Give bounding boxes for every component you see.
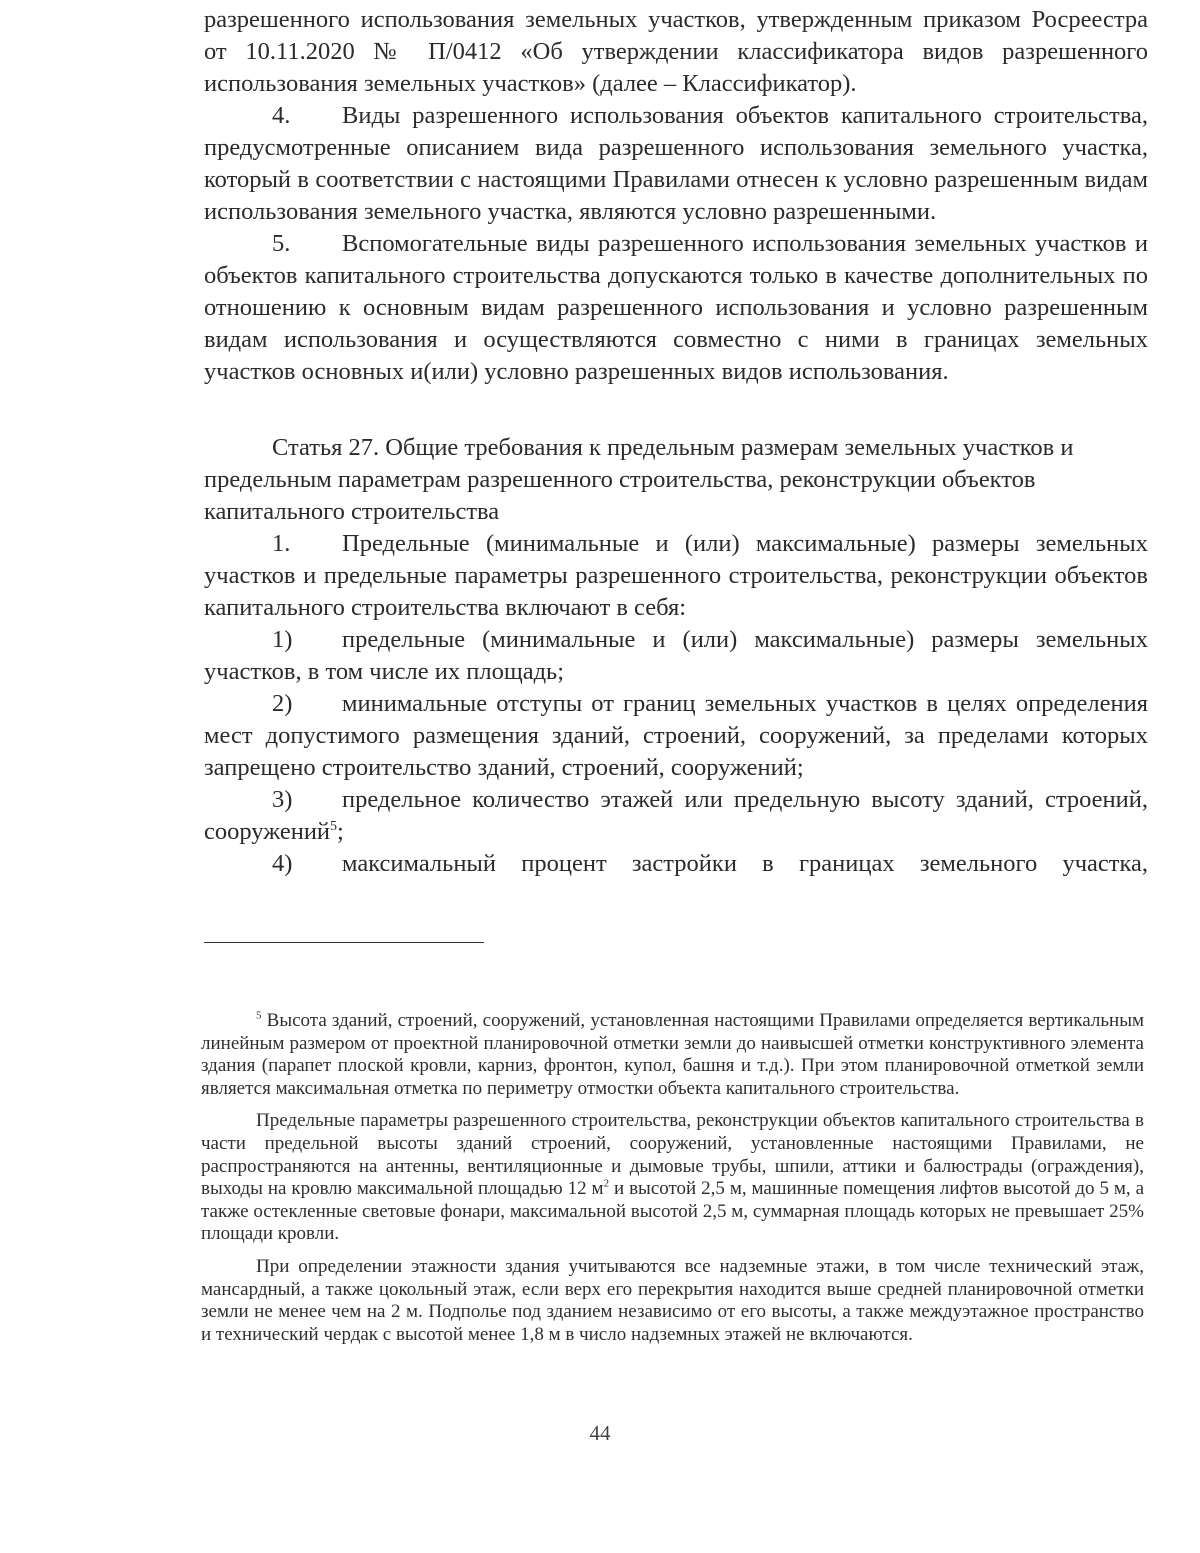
article-item-1-number: 1. — [272, 530, 291, 557]
main-text — [204, 4, 1148, 880]
subitem-1-number: 1) — [272, 626, 293, 653]
article-item-1 — [204, 528, 1148, 624]
subitem-4-text: максимальный процент застройки в границах земельного участка, — [342, 850, 1148, 877]
footnote-2 — [201, 1110, 1144, 1246]
intro-paragraph: разрешенного использования земельных участков, утвержденным приказом Росреестра от 10.11.2020 № П/0412 «Об утверждении классификатора видов разрешенного использования земельных участков» (далее – Классификатор). — [204, 6, 1148, 97]
subitem-1 — [204, 624, 1148, 688]
footnote-separator — [204, 942, 484, 943]
article-item-1-text: Предельные (минимальные и (или) максимальные) размеры земельных участков и предельные параметры разрешенного строительства, реконструкции объектов капитального строительства включают в себя: — [204, 530, 1148, 621]
item-4-text: Виды разрешенного использования объектов капитального строительства, предусмотренные описанием вида разрешенного использования земельного участка, который в соответствии с настоящими Правилами отнесен к условно разрешенным видам использования земельного участка, являются условно разрешенными. — [204, 102, 1148, 225]
footnote-reference[interactable]: 5 — [330, 818, 338, 834]
item-4-number: 4. — [272, 102, 291, 129]
item-4 — [204, 100, 1148, 228]
footnote-2-text-b: и высотой 2,5 м, машинные помещения лифтов высотой до 5 м, а также остекленные световые фонари, максимальной высотой 2,5 м, суммарная площадь которых не превышает 25% площади кровли. — [201, 1178, 1144, 1245]
subitem-2-text: минимальные отступы от границ земельных участков в целях определения мест допустимого размещения зданий, строений, сооружений, за пределами которых запрещено строительство зданий, строений, сооружений; — [204, 690, 1148, 781]
footnote-2-text-a: Предельные параметры разрешенного строительства, реконструкции объектов капитального строительства в части предельной высоты зданий строений, сооружений, установленные настоящими Правилами, не распространяются на антенны, вентиляционные и дымовые трубы, шпили, аттики и балюстрады (ограждения), выходы на кровлю максимальной площадью 12 м — [201, 1110, 1144, 1200]
subitem-3-text: предельное количество этажей или предельную высоту зданий, строений, сооружений — [204, 786, 1148, 845]
item-5 — [204, 228, 1148, 388]
subitem-3-end: ; — [337, 818, 344, 845]
item-5-text: Вспомогательные виды разрешенного использования земельных участков и объектов капитального строительства допускаются только в качестве дополнительных по отношению к основным видам разрешенного использования и условно разрешенным видам использования и осуществляются совместно с ними в границах земельных участков основных и(или) условно разрешенных видов использования. — [204, 230, 1148, 385]
item-5-number: 5. — [272, 230, 291, 257]
footnote-3: При определении этажности здания учитываются все надземные этажи, в том числе технический этаж, мансардный, а также цокольный этаж, если верх его перекрытия находится выше средней планировочной отметки земли не менее чем на 2 м. Подполье под зданием независимо от его высоты, а также междуэтажное пространство и технический чердак с высотой менее 1,8 м в число надземных этажей не включаются. — [201, 1255, 1144, 1345]
footnote-1-text: Высота зданий, строений, сооружений, установленная настоящими Правилами определяется вертикальным линейным размером от проектной планировочной отметки земли до наивысшей отметки конструктивного элемента здания (парапет плоской кровли, карниз, фронтон, купол, башня и т.д.). При этом планировочной отметкой земли является максимальная отметка по периметру отмостки объекта капитального строительства. — [201, 1010, 1145, 1099]
footnotes — [201, 1010, 1144, 1356]
article-27-heading: Статья 27. Общие требования к предельным размерам земельных участков и предельным параметрам разрешенного строительства, реконструкции объектов капитального строительства — [204, 434, 1074, 525]
subitem-3-number: 3) — [272, 786, 293, 813]
subitem-2 — [204, 688, 1148, 784]
subitem-4-number: 4) — [272, 850, 293, 877]
footnote-mark: 5 — [256, 1009, 262, 1022]
subitem-2-number: 2) — [272, 690, 293, 717]
subitem-1-text: предельные (минимальные и (или) максимальные) размеры земельных участков, в том числе их площадь; — [204, 626, 1148, 685]
square-superscript: 2 — [603, 1177, 610, 1190]
subitem-4 — [204, 848, 1148, 880]
page-number: 44 — [589, 1421, 611, 1445]
footnote-1 — [201, 1010, 1144, 1100]
subitem-3 — [204, 784, 1148, 848]
